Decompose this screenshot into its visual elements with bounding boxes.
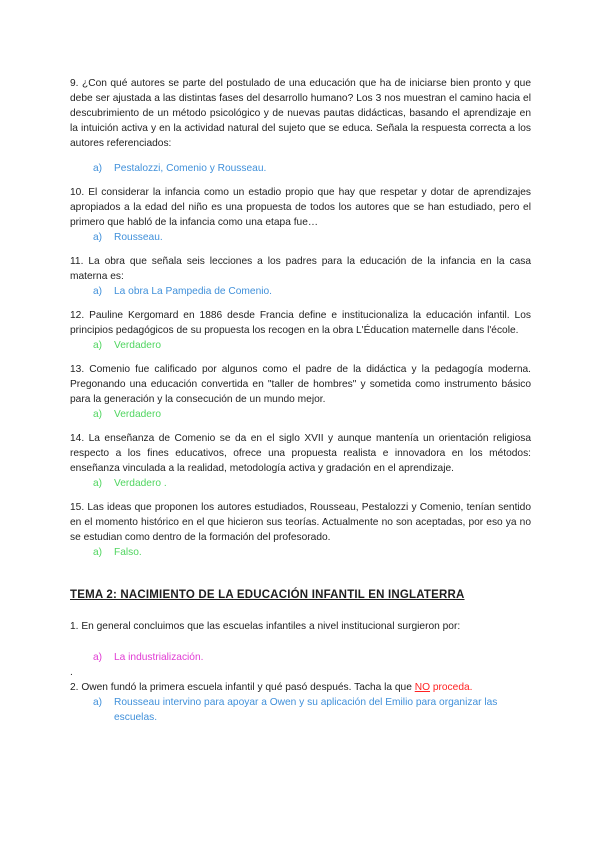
tema2-question-1-text: 1. En general concluimos que las escuelas infantiles a nivel institucional surgieron por: bbox=[70, 621, 461, 632]
answer-text: Rousseau intervino para apoyar a Owen y su aplicación del Emilio para organizar las escuelas. bbox=[114, 697, 498, 723]
answer-text: Verdadero bbox=[114, 409, 162, 420]
answer-label: a) bbox=[93, 478, 103, 489]
question-12-text: 12. Pauline Kergomard en 1886 desde Francia define e institucionaliza la educación infantil. Los principios pedagógicos de su propuesta los recogen en la obra L'Éducation maternelle dans l'école. bbox=[70, 310, 531, 336]
question-15-answer bbox=[93, 545, 531, 560]
stray-period: . bbox=[70, 667, 73, 678]
answer-text: La industrialización. bbox=[114, 652, 204, 663]
answer-label: a) bbox=[93, 547, 103, 558]
answer-label: a) bbox=[93, 163, 103, 174]
tema2-question-2-text bbox=[70, 680, 531, 695]
question-11-text: 11. La obra que señala seis lecciones a los padres para la educación de la infancia en la casa materna es: bbox=[70, 256, 531, 282]
answer-label: a) bbox=[93, 340, 103, 351]
question-14-answer bbox=[93, 476, 531, 491]
answer-label: a) bbox=[93, 409, 103, 420]
question-10-answer bbox=[93, 230, 531, 245]
question-9-answer bbox=[93, 161, 531, 176]
question-2-prefix: 2. Owen fundó la primera escuela infantil y qué pasó después. Tacha la que bbox=[70, 682, 415, 693]
question-10-text: 10. El considerar la infancia como un estadio propio que hay que respetar y dotar de aprendizajes apropiados a la edad del niño es una propuesta de todos los autores que se han estudiado, pero el primero que habló de la infancia como una etapa fue… bbox=[70, 187, 531, 228]
question-2-suffix: proceda. bbox=[430, 682, 473, 693]
answer-text: Verdadero . bbox=[114, 478, 167, 489]
question-14-text: 14. La enseñanza de Comenio se da en el siglo XVII y aunque mantenía un orientación religiosa respecto a los fines educativos, ofrece una propuesta realista e innovadora en los métodos: enseñanza vinculada a la realidad, metodología activa y gradación en el aprendizaje. bbox=[70, 433, 531, 474]
answer-text: Rousseau. bbox=[114, 232, 163, 243]
question-11-answer bbox=[93, 284, 531, 299]
answer-text: La obra La Pampedia de Comenio. bbox=[114, 286, 273, 297]
question-13-text: 13. Comenio fue calificado por algunos como el padre de la didáctica y la pedagogía moderna. Pregonando una educación convertida en "taller de hombres" y sometida como instrumento básico para la generación y la consecución de un mundo mejor. bbox=[70, 364, 531, 405]
question-15-text: 15. Las ideas que proponen los autores estudiados, Rousseau, Pestalozzi y Comenio, tenían sentido en el momento histórico en el que hicieron sus teorías. Actualmente no son aceptadas, por eso ya no se estudian como dentro de la formación del profesorado. bbox=[70, 502, 531, 543]
answer-label: a) bbox=[93, 697, 103, 708]
answer-label: a) bbox=[93, 286, 103, 297]
tema2-question-1-answer bbox=[93, 650, 531, 665]
question-12-answer bbox=[93, 338, 531, 353]
answer-text: Verdadero bbox=[114, 340, 162, 351]
answer-label: a) bbox=[93, 232, 103, 243]
question-2-no-emphasis: NO bbox=[414, 682, 430, 693]
answer-text: Falso. bbox=[114, 547, 142, 558]
section-heading-tema-2: TEMA 2: NACIMIENTO DE LA EDUCACIÓN INFANTIL EN INGLATERRA bbox=[70, 589, 465, 601]
question-9-text: 9. ¿Con qué autores se parte del postulado de una educación que ha de iniciarse bien pronto y que debe ser ajustada a las distintas fases del desarrollo humano? Los 3 nos muestran el camino hacia el descubrimiento de un método psicológico y de nuevas pautas didácticas, basando el aprendizaje en la intuición activa y en la actividad natural del sujeto que se educa. Señala la respuesta correcta a los autores referenciados: bbox=[70, 78, 531, 149]
answer-label: a) bbox=[93, 652, 103, 663]
question-13-answer bbox=[93, 407, 531, 422]
tema2-question-2-answer bbox=[93, 695, 531, 725]
answer-text: Pestalozzi, Comenio y Rousseau. bbox=[114, 163, 267, 174]
